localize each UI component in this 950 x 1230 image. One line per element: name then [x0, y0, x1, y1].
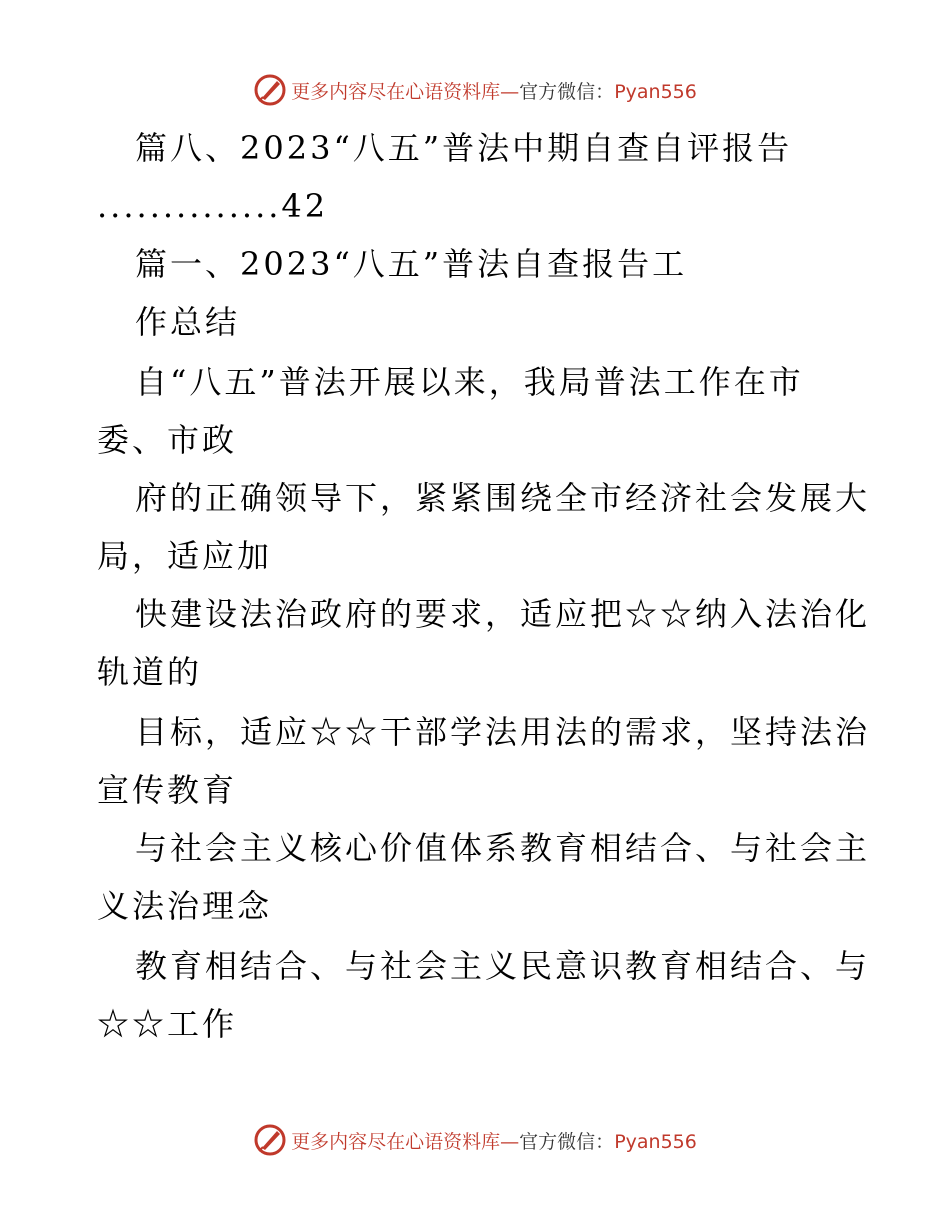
body-line: 轨道的: [97, 653, 203, 691]
body-line: 宣传教育: [97, 771, 238, 809]
article-title-line-2: 作总结: [135, 303, 241, 341]
toc-entry-page: ..............42: [97, 187, 329, 225]
quill-logo-icon: [253, 73, 287, 107]
body-line: 自“八五”普法开展以来，我局普法工作在市: [135, 363, 804, 401]
quill-logo-icon: [253, 1123, 287, 1157]
article-title-line-1: 篇一、2023“八五”普法自查报告工: [135, 245, 688, 283]
body-line: 局，适应加: [97, 537, 273, 575]
header-watermark: [0, 70, 950, 110]
body-line: 目标，适应☆☆干部学法用法的需求，坚持法治: [135, 713, 871, 751]
body-line: 府的正确领导下，紧紧围绕全市经济社会发展大: [135, 479, 871, 517]
body-line: ☆☆工作: [97, 1005, 238, 1043]
body-line: 快建设法治政府的要求，适应把☆☆纳入法治化: [135, 595, 871, 633]
body-line: 与社会主义核心价值体系教育相结合、与社会主: [135, 829, 871, 867]
body-line: 义法治理念: [97, 887, 273, 925]
footer-watermark: [0, 1120, 950, 1160]
toc-entry-title: 篇八、2023“八五”普法中期自查自评报告: [135, 129, 793, 167]
watermark-text: 更多内容尽在心语资料库—官方微信：Pyan556: [291, 1130, 697, 1153]
watermark-text: 更多内容尽在心语资料库—官方微信：Pyan556: [291, 80, 697, 103]
body-line: 委、市政: [97, 421, 238, 459]
body-line: 教育相结合、与社会主义民意识教育相结合、与: [135, 947, 871, 985]
